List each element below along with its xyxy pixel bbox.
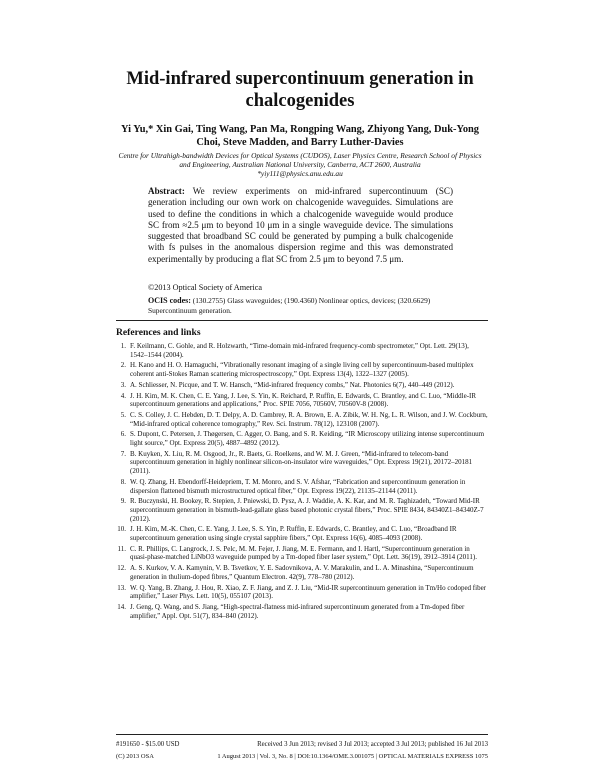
reference-text: J. H. Kim, M. K. Chen, C. E. Yang, J. Lee, S. Yin, K. Reichard, P. Ruffin, E. Edwards, C. Brantley, and C. Luo, “Middle-IR supercontinuum generations and applications,” Proc. SPIE 7056, 70560V, 70560V-8 (2008). — [130, 391, 477, 409]
reference-text: W. Q. Zhang, H. Ebendorff-Heidepriem, T. M. Monro, and S. V. Afshar, “Fabrication and supercontinuum generation in dispersion flattened bismuth microstructured optical fiber,” Opt. Express 19(22), 21135–21144 (2011). — [130, 477, 466, 495]
reference-text: B. Kuyken, X. Liu, R. M. Osgood, Jr., R. Baets, G. Roelkens, and W. M. J. Green, “Mid-infrared to telecom-band supercontinuum generation in highly nonlinear silicon-on-insulator wire waveguides,” Opt. Express 19(21), 20172–20181 (2011). — [130, 449, 473, 476]
footer-dates: Received 3 Jun 2013; revised 3 Jul 2013; accepted 3 Jul 2013; published 16 Jul 2013 — [257, 741, 488, 748]
reference-item — [116, 525, 488, 542]
paper-title: Mid-infrared supercontinuum generation in chalcogenides — [126, 69, 474, 111]
reference-number: 10. — [117, 525, 126, 534]
reference-item — [116, 411, 488, 428]
footer-row-1 — [116, 740, 488, 749]
reference-number: 3. — [120, 380, 126, 389]
reference-item — [116, 430, 488, 447]
reference-text: S. Dupont, C. Petersen, J. Thøgersen, C. Agger, O. Bang, and S. R. Keiding, “IR Microscopy utilizing intense supercontinuum light source,” Opt. Express 20(5), 4887–4892 (2012). — [130, 430, 485, 448]
reference-item — [116, 497, 488, 523]
reference-text: J. H. Kim, M.-K. Chen, C. E. Yang, J. Lee, S. S. Yin, P. Ruffin, E. Edwards, C. Brantley, and C. Luo, “Broadband IR supercontinuum generation using single crystal sapphire fibers,” Opt. Express 16(6), 4085–4093 (2008). — [130, 525, 457, 543]
abstract — [148, 186, 453, 265]
reference-item — [116, 545, 488, 562]
reference-item — [116, 478, 488, 495]
reference-number: 7. — [120, 449, 126, 458]
copyright-line: ©2013 Optical Society of America — [148, 283, 262, 292]
email-link[interactable]: *yiy111@physics.anu.edu.au — [257, 169, 343, 178]
reference-text: J. Geng, Q. Wang, and S. Jiang, “High-spectral-flatness mid-infrared supercontinuum generated from a Tm-doped fiber amplifier,” Appl. Opt. 51(7), 834–840 (2012). — [130, 602, 465, 620]
reference-number: 13. — [117, 583, 126, 592]
reference-text: F. Keilmann, C. Gohle, and R. Holzwarth, “Time-domain mid-infrared frequency-comb spectrometer,” Opt. Lett. 29(13), 1542–1544 (2004). — [130, 342, 469, 359]
reference-item — [116, 381, 488, 390]
reference-text: W. Q. Yang, B. Zhang, J. Hou, R. Xiao, Z. F. Jiang, and Z. J. Liu, “Mid-IR supercontinuum generation in Tm/Ho codoped fiber amplifier,” Laser Phys. Lett. 10(5), 055107 (2013). — [130, 583, 487, 601]
footer-copyright: (C) 2013 OSA — [116, 753, 154, 760]
abstract-label: Abstract: — [148, 186, 185, 196]
footer-journal: 1 August 2013 | Vol. 3, No. 8 | DOI:10.1364/OME.3.001075 | OPTICAL MATERIALS EXPRESS 1075 — [217, 753, 488, 760]
references-heading: References and links — [116, 327, 201, 338]
reference-item — [116, 584, 488, 601]
reference-text: C. R. Phillips, C. Langrock, J. S. Pelc, M. M. Fejer, J. Jiang, M. E. Fermann, and I. Hartl, “Supercontinuum generation in quasi-phase-matched LiNbO3 waveguide pumped by a Tm-doped fiber laser system,” Opt. Lett. 36(19), 3912–3914 (2011). — [130, 544, 477, 562]
reference-item — [116, 342, 488, 359]
ocis-label: OCIS codes: — [148, 296, 191, 305]
reference-number: 14. — [117, 602, 126, 611]
author-list: Yi Yu,* Xin Gai, Ting Wang, Pan Ma, Rongping Wang, Zhiyong Yang, Duk-Yong Choi, Steve Madden, and Barry Luther-Davies — [120, 124, 480, 148]
reference-item — [116, 392, 488, 409]
reference-number: 4. — [120, 391, 126, 400]
reference-number: 9. — [120, 497, 126, 506]
reference-list — [116, 342, 488, 622]
affiliation: Centre for Ultrahigh-bandwidth Devices for Optical Systems (CUDOS), Laser Physics Centre, Research School of Physics and Engineering, Australian National University, Canberra, ACT 2600, Australia — [118, 151, 482, 169]
reference-item — [116, 450, 488, 476]
abstract-text: We review experiments on mid-infrared supercontinuum (SC) generation including our own work on chalcogenide waveguides. Simulations are used to define the conditions in which a chalcogenide waveguide would produce SC from ≈2.5 μm to beyond 10 μm in a single waveguide device. The simulations suggested that broadband SC could be generated by pumping a bulk chalcogenide with fs pulses in the anomalous dispersion regime and this was demonstrated experimentally by producing a flat SC from 2.5 μm to beyond 7.5 μm. — [148, 186, 453, 264]
reference-item — [116, 603, 488, 620]
reference-text: A. S. Kurkov, V. A. Kamynin, V. B. Tsvetkov, Y. E. Sadovnikova, A. V. Marakulin, and L. A. Minashina, “Supercontinuum generation in thulium-doped fibres,” Quantum Electron. 42(9), 778–780 (2012). — [130, 564, 474, 581]
footer-divider — [116, 734, 488, 735]
top-divider — [116, 320, 488, 321]
ocis-text: (130.2755) Glass waveguides; (190.4360) Nonlinear optics, devices; (320.6629) Supercontinuum generation. — [148, 296, 431, 315]
reference-number: 1. — [120, 342, 126, 350]
reference-text: C. S. Colley, J. C. Hebden, D. T. Delpy, A. D. Cambrey, R. A. Brown, E. A. Zibik, W. H. Ng, L. R. Wilson, and J. W. Cockburn, “Mid-infrared optical coherence tomography,” Rev. Sci. Instrum. 78(12), 123108 (2007). — [130, 410, 488, 428]
reference-text: R. Buczynski, H. Bookey, R. Stepien, J. Pniewski, D. Pysz, A. J. Waddie, A. K. Kar, and M. R. Taghizadeh, “Toward Mid-IR supercontinuum generation in bismuth-lead-gallate glass based photonic crystal fibers,” Proc. SPIE 8434, 84340Z1–84340Z-7 (2012). — [130, 497, 484, 523]
reference-text: A. Schliesser, N. Picque, and T. W. Hansch, “Mid-infrared frequency combs,” Nat. Photonics 6(7), 440–449 (2012). — [130, 380, 455, 389]
reference-text: H. Kano and H. O. Hamaguchi, “Vibrationally resonant imaging of a single living cell by supercontinuum-based multiplex coherent anti-Stokes Raman scattering microspectroscopy,” Opt. Express 13(4), 1322–1327 (2005). — [130, 361, 474, 379]
reference-item — [116, 564, 488, 581]
reference-item — [116, 361, 488, 378]
reference-number: 5. — [120, 410, 126, 419]
reference-number: 6. — [120, 430, 126, 439]
footer-id: #191650 - $15.00 USD — [116, 741, 180, 748]
reference-number: 2. — [120, 361, 126, 370]
ocis-codes — [148, 296, 453, 315]
reference-number: 12. — [117, 564, 126, 573]
reference-number: 11. — [117, 544, 126, 553]
footer-row-2 — [116, 752, 488, 761]
reference-number: 8. — [120, 477, 126, 486]
